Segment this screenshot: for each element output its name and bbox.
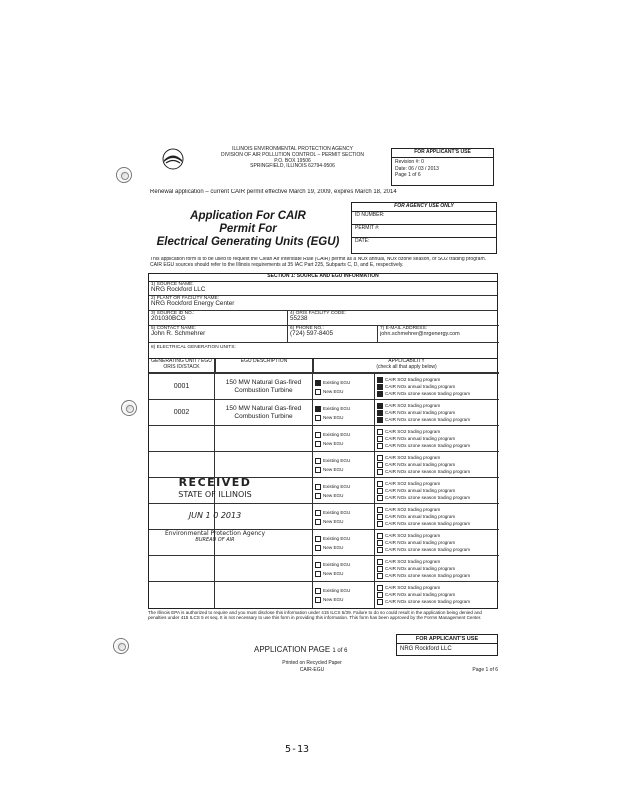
phone-value: (724) 597-8405 — [290, 330, 334, 338]
email-value: john.schmehrer@nrgenergy.com — [380, 331, 460, 338]
nox-ozone-program-checkbox[interactable] — [377, 546, 499, 553]
checkbox-box[interactable] — [377, 436, 383, 442]
source-id-field[interactable] — [149, 311, 288, 326]
checkbox-label: New EGU — [323, 389, 344, 394]
existing-egu-checkbox[interactable] — [315, 560, 374, 569]
nox-annual-program-checkbox[interactable] — [377, 461, 499, 468]
email-field[interactable] — [378, 326, 499, 343]
punch-hole-middle — [121, 400, 137, 416]
egu-row-description[interactable] — [215, 582, 313, 608]
existing-egu-checkbox[interactable] — [315, 404, 374, 413]
checkbox-label: Existing EGU — [323, 588, 351, 593]
checkbox-box[interactable] — [377, 547, 383, 553]
nox-annual-program-checkbox[interactable] — [377, 591, 499, 598]
so2-program-checkbox[interactable] — [377, 376, 499, 383]
egu-row-description[interactable]: 150 MW Natural Gas-fired Combustion Turbine — [215, 374, 313, 400]
checkbox-label: CAIR NOx ozone season trading program — [385, 391, 471, 396]
source-name-label: 1) SOURCE NAME: — [151, 282, 194, 287]
egu-row-id[interactable] — [149, 452, 215, 478]
egu-row-status — [313, 452, 375, 478]
checkbox-label: CAIR SO2 trading program — [385, 455, 441, 460]
checkbox-box[interactable] — [377, 540, 383, 546]
checkbox-box[interactable] — [377, 429, 383, 435]
checkbox-box[interactable] — [377, 391, 383, 397]
checkbox-label: New EGU — [323, 597, 344, 602]
new-egu-checkbox[interactable] — [315, 517, 374, 526]
revision-label: Revision #: — [395, 158, 420, 165]
checkbox-box[interactable] — [315, 519, 321, 525]
col-header-description-text: EGU DESCRIPTION — [240, 358, 288, 364]
stamp-state: STATE OF ILLINOIS — [178, 490, 252, 499]
checkbox-box[interactable] — [315, 510, 321, 516]
egu-row-programs — [375, 374, 499, 400]
checkbox-label: New EGU — [323, 545, 344, 550]
checkbox-box[interactable] — [377, 495, 383, 501]
egu-row-programs — [375, 504, 499, 530]
egu-row-id[interactable]: 0002 — [149, 400, 215, 426]
checkbox-box[interactable] — [377, 533, 383, 539]
agency-line-4: SPRINGFIELD, ILLINOIS 62794-9506 — [250, 163, 335, 170]
new-egu-checkbox[interactable] — [315, 569, 374, 578]
existing-egu-checkbox[interactable] — [315, 586, 374, 595]
form-title-line-1: Application For CAIR — [190, 210, 306, 222]
checkbox-label: CAIR SO2 trading program — [385, 403, 441, 408]
egu-row — [149, 451, 499, 477]
egu-row — [149, 425, 499, 451]
checkbox-box[interactable] — [315, 458, 321, 464]
checkbox-label: CAIR NOx ozone season trading program — [385, 469, 471, 474]
existing-egu-checkbox[interactable] — [315, 378, 374, 387]
new-egu-checkbox[interactable] — [315, 491, 374, 500]
so2-program-checkbox[interactable] — [377, 454, 499, 461]
checkbox-box[interactable] — [315, 597, 321, 603]
checkbox-label: CAIR SO2 trading program — [385, 533, 441, 538]
nox-annual-program-checkbox[interactable] — [377, 435, 499, 442]
id-number-label: ID NUMBER: — [352, 212, 496, 225]
egu-row-status — [313, 504, 375, 530]
nox-ozone-program-checkbox[interactable] — [377, 390, 499, 397]
agency-use-box — [351, 202, 497, 254]
checkbox-box[interactable] — [315, 389, 321, 395]
checkbox-box[interactable] — [315, 562, 321, 568]
checkbox-label: CAIR NOx annual trading program — [385, 462, 456, 467]
nox-ozone-program-checkbox[interactable] — [377, 468, 499, 475]
checkbox-box[interactable] — [315, 415, 321, 421]
checkbox-label: CAIR NOx annual trading program — [385, 514, 456, 519]
checkbox-box[interactable] — [315, 467, 321, 473]
stamp-bureau: BUREAU OF AIR — [195, 537, 235, 543]
nox-annual-program-checkbox[interactable] — [377, 383, 499, 390]
agency-line-2: DIVISION OF AIR POLLUTION CONTROL – PERMIT SECTION — [220, 151, 365, 158]
footer-disclosure-note: The Illinois EPA is authorized to require and you must disclose this information under 415 ILCS 5/39. Failure to do so could result in the application being denied and penalties under 415 ILCS 5 et seq. It is not necessary to use this form in providing this information. This form has been approved by the Forms Management Center. — [148, 610, 482, 621]
egu-row-programs — [375, 478, 499, 504]
form-title — [150, 210, 346, 249]
agency-line-3: P.O. BOX 19506 — [274, 157, 311, 164]
checkbox-box[interactable] — [315, 571, 321, 577]
phone-field[interactable] — [288, 326, 378, 343]
permit-number-label: PERMIT #: — [352, 225, 496, 238]
col-header-applicability-sub: (check all that apply below) — [376, 363, 437, 370]
agency-use-header: FOR AGENCY USE ONLY — [352, 203, 496, 212]
egu-row-id[interactable]: 0001 — [149, 374, 215, 400]
application-page-label: APPLICATION PAGE — [254, 645, 331, 654]
source-name-field[interactable] — [149, 282, 497, 296]
nox-annual-program-checkbox[interactable] — [377, 539, 499, 546]
application-page-value: 1 of 6 — [332, 648, 348, 654]
checkbox-box[interactable] — [377, 507, 383, 513]
checkbox-box[interactable] — [315, 406, 321, 412]
oris-code-value: 55238 — [290, 315, 308, 323]
checkbox-box[interactable] — [377, 455, 383, 461]
oris-code-label: 4) ORIS FACILITY CODE: — [290, 311, 346, 316]
checkbox-label: New EGU — [323, 571, 344, 576]
checkbox-label: New EGU — [323, 493, 344, 498]
source-id-value: 201030BCG — [151, 315, 186, 323]
checkbox-box[interactable] — [377, 403, 383, 409]
egu-row — [149, 399, 499, 425]
so2-program-checkbox[interactable] — [377, 506, 499, 513]
new-egu-checkbox[interactable] — [315, 543, 374, 552]
checkbox-box[interactable] — [315, 441, 321, 447]
checkbox-label: Existing EGU — [323, 536, 351, 541]
nox-ozone-program-checkbox[interactable] — [377, 572, 499, 579]
agency-address — [190, 147, 395, 170]
checkbox-label: Existing EGU — [323, 458, 351, 463]
checkbox-box[interactable] — [315, 380, 321, 386]
form-code: CAIR-EGU — [299, 667, 325, 673]
egu-row-description[interactable] — [215, 426, 313, 452]
egu-row — [149, 373, 499, 399]
form-title-line-3: Electrical Generating Units (EGU) — [156, 236, 340, 248]
punch-hole-top — [116, 167, 132, 183]
checkbox-label: CAIR NOx annual trading program — [385, 410, 456, 415]
col-header-unit-text: GENERATING UNIT / EGU ORIS ID/STACK — [151, 358, 212, 370]
checkbox-box[interactable] — [377, 559, 383, 565]
illinois-epa-logo-icon — [162, 148, 184, 170]
checkbox-label: Existing EGU — [323, 406, 351, 411]
nox-ozone-program-checkbox[interactable] — [377, 442, 499, 449]
checkbox-box[interactable] — [377, 377, 383, 383]
so2-program-checkbox[interactable] — [377, 480, 499, 487]
plant-name-label: 2) PLANT OR FACILITY NAME: — [151, 296, 220, 301]
checkbox-label: CAIR NOx ozone season trading program — [385, 443, 471, 448]
checkbox-label: CAIR SO2 trading program — [385, 585, 441, 590]
egu-row-description[interactable] — [215, 452, 313, 478]
of-label: of — [412, 172, 417, 179]
egu-col-header-unit — [149, 359, 215, 373]
egu-row-id[interactable] — [149, 582, 215, 608]
checkbox-label: Existing EGU — [323, 380, 351, 385]
egu-col-header-description — [215, 359, 313, 373]
egu-row-programs — [375, 530, 499, 556]
existing-egu-checkbox[interactable] — [315, 430, 374, 439]
agency-line-1: ILLINOIS ENVIRONMENTAL PROTECTION AGENCY — [232, 146, 353, 152]
applicants-use-bottom-value: NRG Rockford LLC — [400, 646, 452, 653]
checkbox-box[interactable] — [377, 481, 383, 487]
section-1-source-info — [148, 273, 498, 359]
oris-code-field[interactable] — [288, 311, 499, 326]
existing-egu-checkbox[interactable] — [315, 534, 374, 543]
existing-egu-checkbox[interactable] — [315, 508, 374, 517]
punch-hole-bottom — [113, 638, 129, 654]
page-label: Page — [395, 172, 407, 179]
checkbox-label: CAIR NOx annual trading program — [385, 540, 456, 545]
checkbox-label: New EGU — [323, 415, 344, 420]
checkbox-label: CAIR NOx ozone season trading program — [385, 521, 471, 526]
checkbox-box[interactable] — [377, 469, 383, 475]
checkbox-box[interactable] — [377, 417, 383, 423]
bottom-page-number: 5-13 — [285, 744, 310, 755]
date-value: 06 / 03 / 2013 — [408, 165, 439, 172]
egu-row-status — [313, 530, 375, 556]
egu-row-programs — [375, 400, 499, 426]
new-egu-checkbox[interactable] — [315, 465, 374, 474]
egu-row-status — [313, 426, 375, 452]
egu-row-status — [313, 478, 375, 504]
checkbox-label: CAIR NOx annual trading program — [385, 592, 456, 597]
existing-egu-checkbox[interactable] — [315, 456, 374, 465]
checkbox-label: CAIR NOx ozone season trading program — [385, 573, 471, 578]
egu-row-programs — [375, 582, 499, 608]
nox-ozone-program-checkbox[interactable] — [377, 598, 499, 605]
plant-name-value: NRG Rockford Energy Center — [151, 300, 235, 308]
egu-row — [149, 555, 499, 581]
checkbox-box[interactable] — [377, 488, 383, 494]
checkbox-label: Existing EGU — [323, 562, 351, 567]
checkbox-label: CAIR SO2 trading program — [385, 429, 441, 434]
checkbox-label: CAIR NOx ozone season trading program — [385, 599, 471, 604]
checkbox-label: New EGU — [323, 467, 344, 472]
nox-ozone-program-checkbox[interactable] — [377, 416, 499, 423]
nox-annual-program-checkbox[interactable] — [377, 513, 499, 520]
checkbox-label: CAIR SO2 trading program — [385, 377, 441, 382]
col-header-applicability-text: APPLICABILITY — [388, 358, 425, 364]
checkbox-label: Existing EGU — [323, 510, 351, 515]
egu-row-status — [313, 374, 375, 400]
checkbox-label: CAIR SO2 trading program — [385, 559, 441, 564]
egu-row-status — [313, 556, 375, 582]
checkbox-box[interactable] — [315, 432, 321, 438]
checkbox-label: Existing EGU — [323, 484, 351, 489]
egu-row-programs — [375, 452, 499, 478]
revision-value: 0 — [421, 158, 424, 165]
new-egu-checkbox[interactable] — [315, 387, 374, 396]
checkbox-box[interactable] — [377, 384, 383, 390]
checkbox-label: New EGU — [323, 519, 344, 524]
checkbox-label: CAIR NOx annual trading program — [385, 566, 456, 571]
egu-row-status — [313, 582, 375, 608]
so2-program-checkbox[interactable] — [377, 532, 499, 539]
nox-annual-program-checkbox[interactable] — [377, 565, 499, 572]
egu-row — [149, 581, 499, 607]
checkbox-label: Existing EGU — [323, 432, 351, 437]
stamp-agency: Environmental Protection Agency — [164, 530, 266, 537]
agency-date-label: DATE: — [355, 237, 370, 244]
checkbox-label: CAIR NOx ozone season trading program — [385, 417, 471, 422]
applicants-use-bottom-box — [396, 634, 498, 656]
checkbox-box[interactable] — [315, 536, 321, 542]
contact-name-field[interactable] — [149, 326, 288, 343]
checkbox-box[interactable] — [377, 514, 383, 520]
checkbox-box[interactable] — [315, 588, 321, 594]
applicants-use-header: FOR APPLICANT'S USE — [392, 149, 493, 158]
checkbox-label: CAIR NOx annual trading program — [385, 488, 456, 493]
new-egu-checkbox[interactable] — [315, 595, 374, 604]
renewal-note: Renewal application – current CAIR permit effective March 19, 2009, expires March 18, 2014 — [150, 189, 397, 195]
checkbox-label: CAIR NOx ozone season trading program — [385, 495, 471, 500]
printed-on-recycled: Printed on Recycled Paper — [282, 660, 342, 666]
date-label: Date: — [395, 165, 407, 172]
checkbox-label: CAIR NOx annual trading program — [385, 436, 456, 441]
nox-ozone-program-checkbox[interactable] — [377, 520, 499, 527]
applicants-use-bottom-header: FOR APPLICANT'S USE — [397, 635, 497, 644]
egu-row-programs — [375, 426, 499, 452]
stamp-received: RECEIVED — [178, 476, 252, 489]
checkbox-box[interactable] — [377, 599, 383, 605]
checkbox-box[interactable] — [315, 493, 321, 499]
egu-section-label: 8) ELECTRICAL GENERATION UNITS: — [151, 345, 236, 350]
checkbox-box[interactable] — [377, 566, 383, 572]
instructions-text: This application form is to be used to request the Clean Air Interstate Rule (CAIR) permit as a NOx annual, NOx ozone season, or SO2 trading program. CAIR EGU sources should refer to the Illinois requirements at 35 IAC Part 225, Subparts C, D, and E, respectively. — [150, 257, 486, 268]
page-of: Page 1 of 6 — [472, 667, 498, 673]
egu-row-id[interactable] — [149, 556, 215, 582]
new-egu-checkbox[interactable] — [315, 439, 374, 448]
source-name-value: NRG Rockford LLC — [151, 286, 206, 294]
checkbox-box[interactable] — [377, 521, 383, 527]
checkbox-box[interactable] — [377, 585, 383, 591]
egu-row-description[interactable] — [215, 556, 313, 582]
nox-annual-program-checkbox[interactable] — [377, 487, 499, 494]
so2-program-checkbox[interactable] — [377, 558, 499, 565]
checkbox-label: CAIR NOx ozone season trading program — [385, 547, 471, 552]
form-title-line-2: Permit For — [219, 223, 277, 235]
checkbox-box[interactable] — [315, 545, 321, 551]
so2-program-checkbox[interactable] — [377, 428, 499, 435]
nox-ozone-program-checkbox[interactable] — [377, 494, 499, 501]
stamp-date: JUN 1 0 2013 — [188, 511, 242, 520]
so2-program-checkbox[interactable] — [377, 584, 499, 591]
egu-row-programs — [375, 556, 499, 582]
egu-row-description[interactable]: 150 MW Natural Gas-fired Combustion Turbine — [215, 400, 313, 426]
source-id-label: 3) SOURCE ID NO.: — [151, 311, 195, 316]
nox-annual-program-checkbox[interactable] — [377, 409, 499, 416]
received-stamp — [160, 476, 270, 543]
checkbox-box[interactable] — [377, 462, 383, 468]
of-value: 6 — [417, 172, 421, 179]
application-page — [254, 645, 394, 654]
checkbox-box[interactable] — [377, 592, 383, 598]
checkbox-box[interactable] — [377, 443, 383, 449]
checkbox-box[interactable] — [377, 410, 383, 416]
contact-name-label: 5) CONTACT NAME: — [151, 326, 196, 331]
new-egu-checkbox[interactable] — [315, 413, 374, 422]
page-value: 1 — [408, 172, 411, 179]
egu-col-header-applicability — [313, 359, 499, 373]
applicants-use-box — [391, 148, 494, 186]
email-label: 7) E-MAIL ADDRESS: — [380, 326, 428, 331]
checkbox-label: New EGU — [323, 441, 344, 446]
existing-egu-checkbox[interactable] — [315, 482, 374, 491]
checkbox-label: CAIR SO2 trading program — [385, 481, 441, 486]
egu-row-status — [313, 400, 375, 426]
egu-row-id[interactable] — [149, 426, 215, 452]
checkbox-label: CAIR SO2 trading program — [385, 507, 441, 512]
checkbox-box[interactable] — [315, 484, 321, 490]
checkbox-box[interactable] — [377, 573, 383, 579]
checkbox-label: CAIR NOx annual trading program — [385, 384, 456, 389]
contact-name-value: John R. Schmehrer — [151, 330, 206, 338]
so2-program-checkbox[interactable] — [377, 402, 499, 409]
plant-name-field[interactable] — [149, 296, 497, 311]
phone-label: 6) PHONE NO.: — [290, 326, 324, 331]
section-1-header: SECTION 1: SOURCE AND EGU INFORMATION — [149, 274, 497, 282]
